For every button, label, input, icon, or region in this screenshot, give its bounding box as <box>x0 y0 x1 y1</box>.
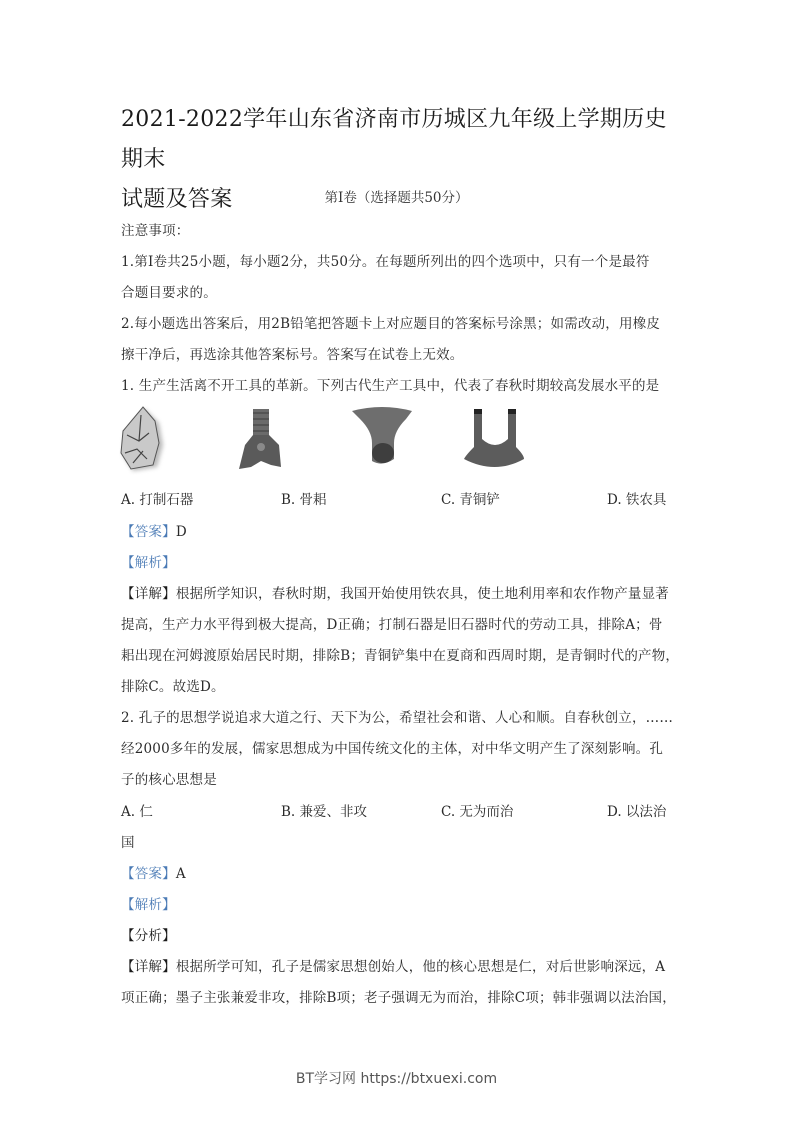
question-1-option-a: A. 打制石器 <box>121 492 194 508</box>
question-1-option-b: B. 骨耜 <box>281 492 327 508</box>
question-2-sub-analysis-tag <box>121 924 681 944</box>
question-2-option-a: A. 仁 <box>121 804 153 820</box>
detail-tag: 【详解】 <box>121 959 176 975</box>
question-2-stem-line-3: 子的核心思想是 <box>121 772 217 788</box>
bronze-spade-image <box>350 403 414 477</box>
title-line-1: 2021-2022学年山东省济南市历城区九年级上学期历史期末 <box>121 107 667 172</box>
question-2-detail-line-1: 【详解】根据所学可知，孔子是儒家思想创始人，他的核心思想是仁，对后世影响深远，A <box>121 959 666 975</box>
notice-2-line-1: 2.每小题选出答案后，用2B铅笔把答题卡上对应题目的答案标号涂黑；如需改动，用橡皮 <box>121 316 661 332</box>
bone-spade-image <box>235 405 285 479</box>
title-line-2: 试题及答案 <box>121 187 233 212</box>
question-2-detail-line-2: 项正确；墨子主张兼爱非攻，排除B项；老子强调无为而治，排除C项；韩非强调以法治国， <box>121 990 676 1006</box>
chipped-stone-tool-image <box>119 405 167 479</box>
question-2-stem-line-2: 经2000多年的发展，儒家思想成为中国传统文化的主体，对中华文明产生了深刻影响。孔 <box>121 741 664 757</box>
sub-analysis-tag: 【分析】 <box>121 928 176 944</box>
notice-1-line-2: 合题目要求的。 <box>121 285 217 301</box>
question-2-option-c: C. 无为而治 <box>441 804 514 820</box>
question-1-answer <box>121 520 681 540</box>
question-2-stem-line-1: 2. 孔子的思想学说追求大道之行、天下为公，希望社会和谐、人心和顺。自春秋创立，…… <box>121 710 674 726</box>
notice-heading: 注意事项： <box>121 223 190 239</box>
answer-value: D <box>175 524 187 540</box>
question-2-option-d: D. 以法治 <box>607 804 667 820</box>
answer-value: A <box>175 866 186 882</box>
question-2-option-b: B. 兼爱、非攻 <box>281 804 368 820</box>
footer-watermark: BT学习网 https://btxuexi.com <box>295 1071 498 1087</box>
detail-tag: 【详解】 <box>121 586 176 602</box>
notice-2-line-2: 擦干净后，再选涂其他答案标号。答案写在试卷上无效。 <box>121 347 464 363</box>
question-1-detail-line-2: 提高，生产力水平得到极大提高，D正确；打制石器是旧石器时代的劳动工具，排除A；骨 <box>121 617 663 633</box>
question-1-analysis-tag <box>121 551 681 571</box>
question-1-detail-line-4: 排除C。故选D。 <box>121 679 225 695</box>
question-1-detail-line-3: 耜出现在河姆渡原始居民时期，排除B；青铜铲集中在夏商和西周时期，是青铜时代的产物， <box>121 648 680 664</box>
analysis-tag: 【解析】 <box>121 555 176 571</box>
question-1-option-d: D. 铁农具 <box>607 492 667 508</box>
analysis-tag: 【解析】 <box>121 897 176 913</box>
iron-farm-tool-image <box>462 405 528 477</box>
question-1-detail-line-1: 【详解】根据所学知识，春秋时期，我国开始使用铁农具，使土地利用率和农作物产量显著 <box>121 586 670 602</box>
question-1-stem: 1. 生产生活离不开工具的革新。下列古代生产工具中，代表了春秋时期较高发展水平的是 <box>121 378 660 394</box>
answer-tag: 【答案】 <box>121 866 176 882</box>
question-2-option-d-wrap: 国 <box>121 835 135 851</box>
section-heading: 第Ⅰ卷（选择题共50分） <box>324 190 469 206</box>
question-2-analysis-tag <box>121 893 681 913</box>
notice-1-line-1: 1.第Ⅰ卷共25小题，每小题2分，共50分。在每题所列出的四个选项中，只有一个是最符 <box>121 254 650 270</box>
answer-tag: 【答案】 <box>121 524 176 540</box>
question-1-option-c: C. 青铜铲 <box>441 492 500 508</box>
question-2-answer <box>121 862 681 882</box>
